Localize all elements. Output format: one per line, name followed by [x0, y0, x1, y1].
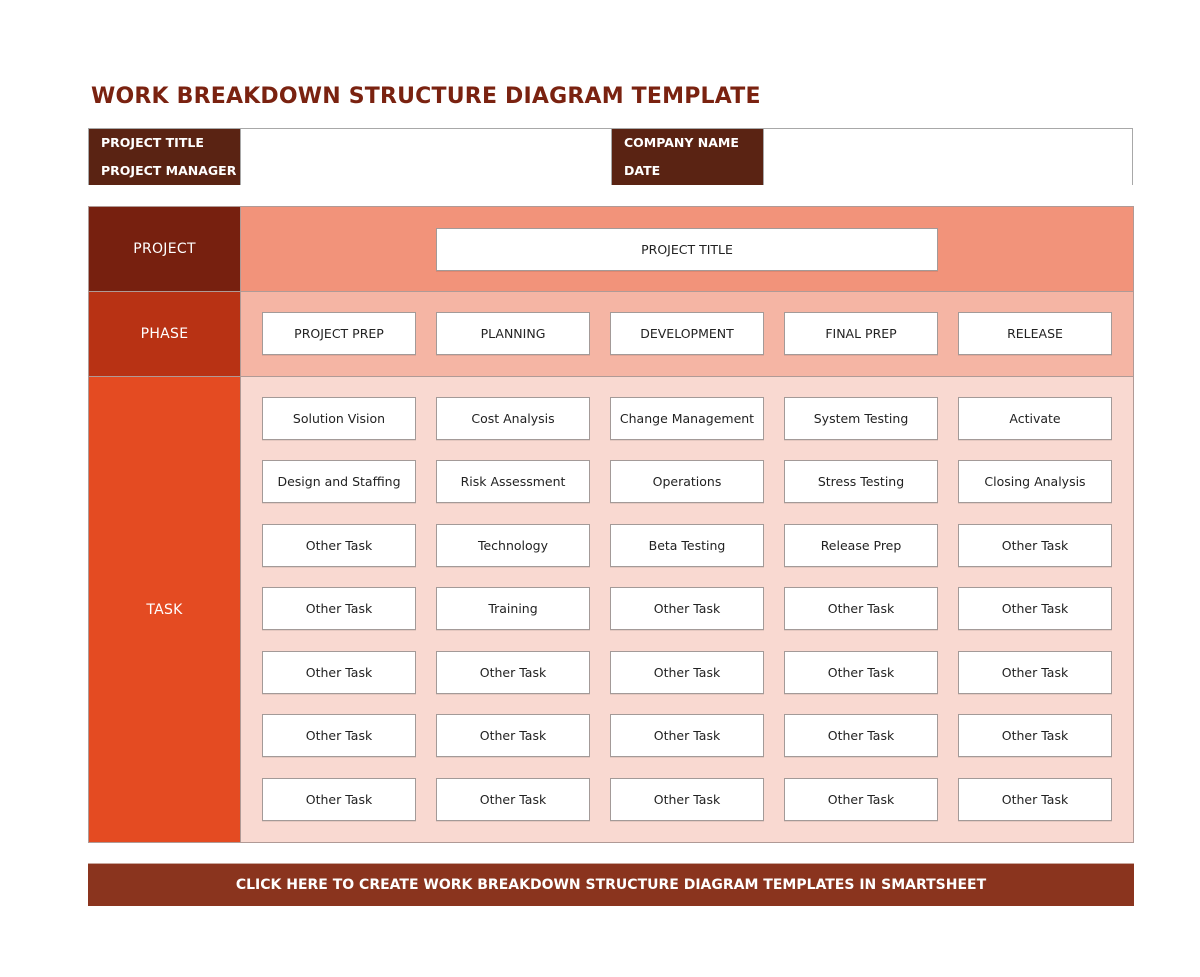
task-box[interactable]: Other Task [784, 778, 938, 821]
company-name-label: COMPANY NAME [612, 129, 764, 157]
task-box[interactable]: Other Task [262, 587, 416, 630]
task-box[interactable]: Closing Analysis [958, 460, 1112, 503]
project-info-table [88, 128, 1133, 185]
task-box[interactable]: Other Task [610, 587, 764, 630]
page-title: WORK BREAKDOWN STRUCTURE DIAGRAM TEMPLATE [91, 84, 761, 109]
project-manager-label: PROJECT MANAGER [89, 157, 241, 185]
phase-box[interactable]: DEVELOPMENT [610, 312, 764, 355]
task-box[interactable]: Other Task [262, 524, 416, 567]
task-box[interactable]: Change Management [610, 397, 764, 440]
project-manager-field[interactable] [241, 157, 612, 185]
task-box[interactable]: Other Task [610, 651, 764, 694]
phase-level [89, 292, 1133, 377]
task-box[interactable]: Other Task [958, 524, 1112, 567]
task-level-label: TASK [89, 377, 241, 842]
task-box[interactable]: Other Task [958, 778, 1112, 821]
task-box[interactable]: Stress Testing [784, 460, 938, 503]
task-box[interactable]: Other Task [784, 587, 938, 630]
task-box[interactable]: Design and Staffing [262, 460, 416, 503]
task-box[interactable]: Beta Testing [610, 524, 764, 567]
phase-level-label: PHASE [89, 292, 241, 376]
task-box[interactable]: Other Task [958, 587, 1112, 630]
task-box[interactable]: Other Task [610, 778, 764, 821]
wbs-diagram [88, 206, 1134, 843]
phase-box[interactable]: RELEASE [958, 312, 1112, 355]
task-box[interactable]: Other Task [436, 651, 590, 694]
company-name-field[interactable] [764, 129, 1132, 157]
task-box[interactable]: Other Task [958, 651, 1112, 694]
project-level-label: PROJECT [89, 207, 241, 291]
phase-box[interactable]: FINAL PREP [784, 312, 938, 355]
task-box[interactable]: Other Task [262, 651, 416, 694]
task-box[interactable]: Other Task [784, 651, 938, 694]
task-box[interactable]: Activate [958, 397, 1112, 440]
task-box[interactable]: Solution Vision [262, 397, 416, 440]
project-title-label: PROJECT TITLE [89, 129, 241, 157]
task-box[interactable]: Other Task [436, 778, 590, 821]
phase-box[interactable]: PROJECT PREP [262, 312, 416, 355]
date-field[interactable] [764, 157, 1132, 185]
task-box[interactable]: Risk Assessment [436, 460, 590, 503]
task-box[interactable]: Other Task [610, 714, 764, 757]
task-box[interactable]: System Testing [784, 397, 938, 440]
task-box[interactable]: Other Task [262, 714, 416, 757]
task-level [89, 377, 1133, 842]
phase-box[interactable]: PLANNING [436, 312, 590, 355]
task-box[interactable]: Training [436, 587, 590, 630]
project-title-field[interactable] [241, 129, 612, 157]
phase-level-body [241, 292, 1133, 376]
task-box[interactable]: Release Prep [784, 524, 938, 567]
task-box[interactable]: Technology [436, 524, 590, 567]
task-level-body [241, 377, 1133, 842]
date-label: DATE [612, 157, 764, 185]
task-box[interactable]: Other Task [958, 714, 1112, 757]
project-title-box[interactable]: PROJECT TITLE [436, 228, 938, 271]
task-box[interactable]: Other Task [436, 714, 590, 757]
smartsheet-cta-banner[interactable]: CLICK HERE TO CREATE WORK BREAKDOWN STRUCTURE DIAGRAM TEMPLATES IN SMARTSHEET [88, 863, 1134, 906]
task-box[interactable]: Operations [610, 460, 764, 503]
task-box[interactable]: Cost Analysis [436, 397, 590, 440]
project-level-body [241, 207, 1133, 291]
task-box[interactable]: Other Task [784, 714, 938, 757]
project-level [89, 207, 1133, 292]
task-box[interactable]: Other Task [262, 778, 416, 821]
